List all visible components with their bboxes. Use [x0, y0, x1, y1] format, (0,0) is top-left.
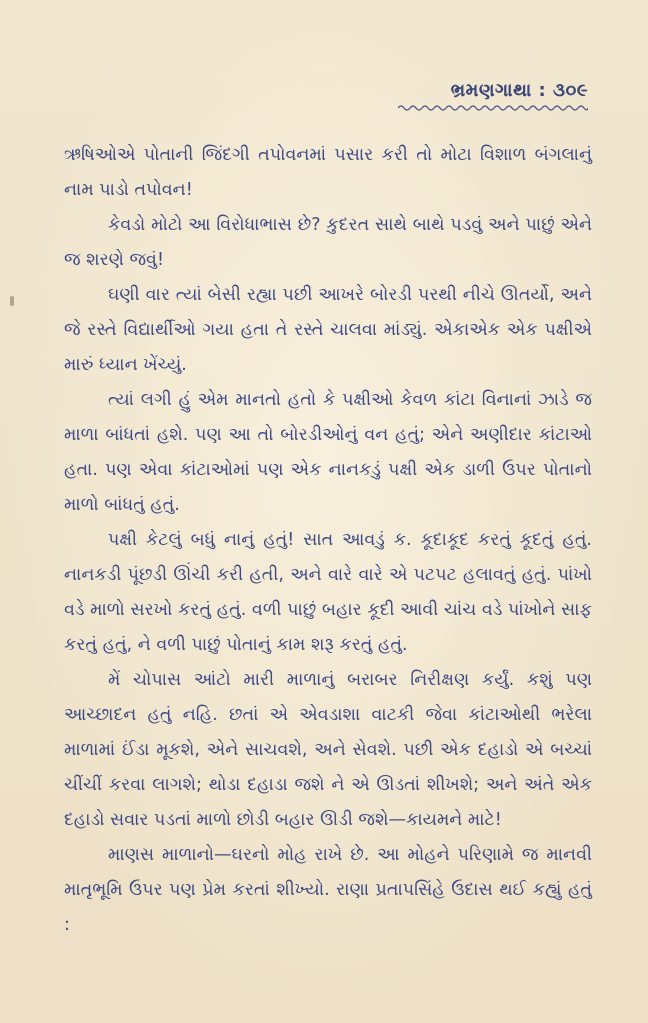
paragraph-6: મેં ચોપાસ આંટો મારી માળાનું બરાબર નિરીક્ષણ કર્યું. કશું પણ આચ્છાદન હતું નહિ. છતાં એ એવડાશા વાટકી જેવા કાંટાઓથી ભરેલા માળામાં ઈંડા મૂકશે, એને સાચવશે, અને સેવશે. પછી એક દહાડો એ બચ્ચાં ચીંચીં કરવા લાગશે; થોડા દહાડા જશે ને એ ઊડતાં શીખશે; અને અંતે એક દહાડો સવાર પડતાં માળો છોડી બહાર ઊડી જશે—કાયમને માટે! — [64, 670, 592, 830]
paragraph-5: પક્ષી કેટલું બધું નાનું હતું! સાત આવડું ક. કૂદાકૂદ કરતું કૂદતું હતું. નાનકડી પૂંછડી ઊંચી કરી હતી, અને વારે વારે એ પટપટ હલાવતું હતું. પાંખો વડે માળો સરખો કરતું હતું. વળી પાછું બહાર કૂદી આવી ચાંચ વડે પાંખોને સાફ કરતું હતું, ને વળી પાછું પોતાનું કામ શરૂ કરતું હતું. — [64, 530, 592, 655]
body-text — [64, 138, 592, 943]
running-head: ભ્રમણગાથા : ૩૦૯ — [450, 80, 588, 101]
paragraph-2: કેવડો મોટો આ વિરોધાભાસ છે? કુદરત સાથે બાથે પડવું અને પાછું એને જ શરણે જવું! — [64, 215, 592, 270]
paragraph-3: ઘણી વાર ત્યાં બેસી રહ્યા પછી આખરે બોરડી પરથી નીચે ઊતર્યો, અને જે રસ્તે વિદ્યાર્થીઓ ગયા હતા તે રસ્તે ચાલવા માંડ્યું. એકાએક એક પક્ષીએ મારું ધ્યાન ખેંચ્યું. — [64, 285, 592, 375]
margin-mark — [10, 296, 14, 306]
paragraph-4: ત્યાં લગી હું એમ માનતો હતો કે પક્ષીઓ કેવળ કાંટા વિનાનાં ઝાડે જ માળા બાંધતાં હશે. પણ આ તો બોરડીઓનું વન હતું; એને અણીદાર કાંટાઓ હતા. પણ એવા કાંટાઓમાં પણ એક નાનકડું પક્ષી એક ડાળી ઉપર પોતાનો માળો બાંધતું હતું. — [64, 390, 592, 515]
paragraph-1: ઋષિઓએ પોતાની જિંદગી તપોવનમાં પસાર કરી તો મોટા વિશાળ બંગલાનું નામ પાડો તપોવન! — [64, 145, 592, 200]
paragraph-7: માણસ માળાનો—ઘરનો મોહ રાખે છે. આ મોહને પરિણામે જ માનવી માતૃભૂમિ ઉપર પણ પ્રેમ કરતાં શીખ્યો. રાણા પ્રતાપસિંહે ઉદાસ થઈ કહ્યું હતું : — [64, 845, 592, 935]
wavy-underline-ornament — [398, 104, 588, 112]
